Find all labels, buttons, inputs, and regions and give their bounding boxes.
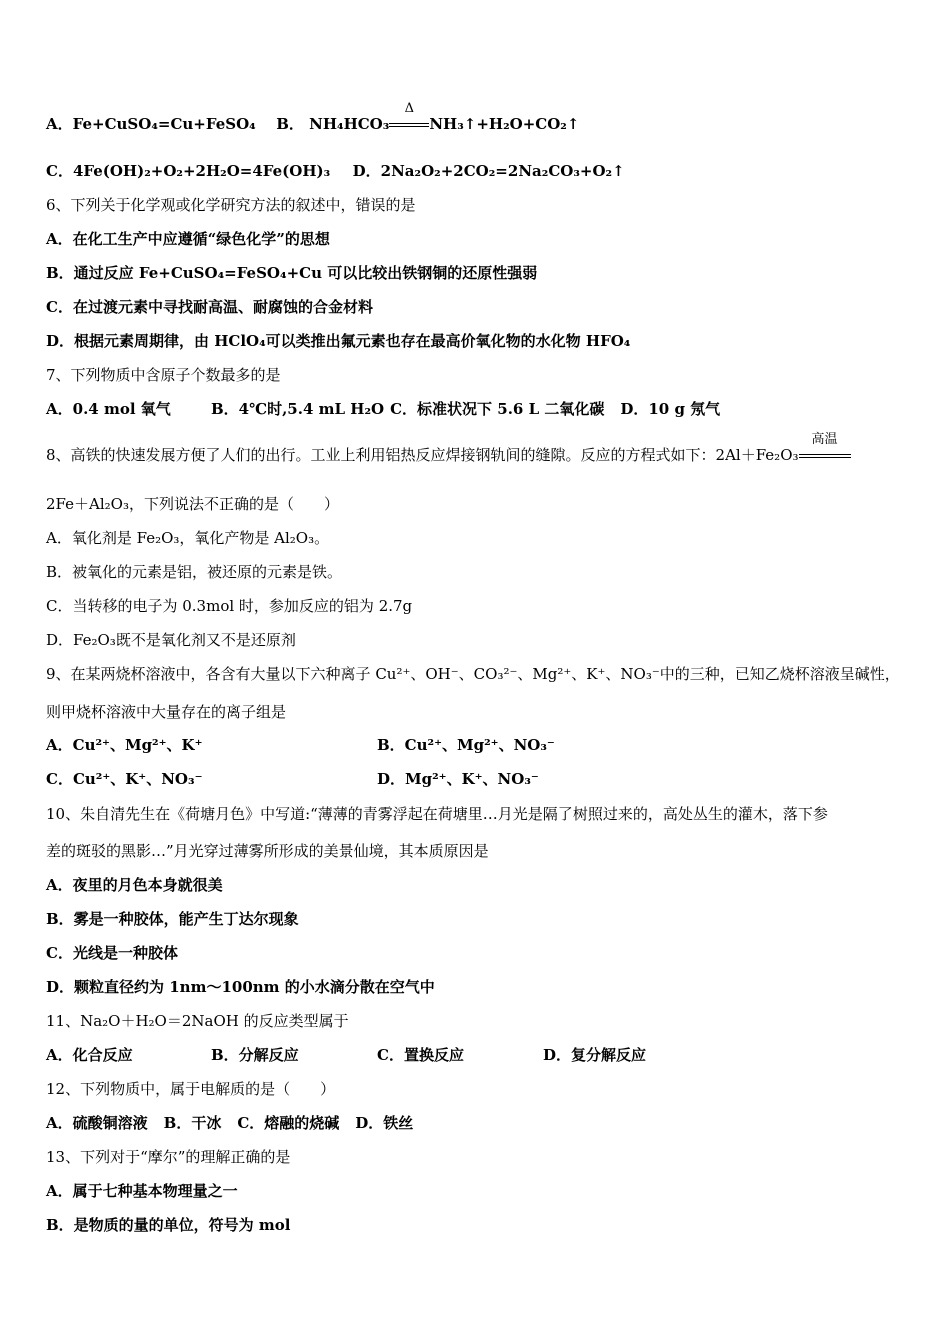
q10-option-a: A．夜里的月色本身就很美: [46, 876, 223, 894]
q12-option-d: D．铁丝: [355, 1114, 414, 1132]
q9-option-a: A．Cu²⁺、Mg²⁺、K⁺: [46, 736, 203, 754]
q5-options-ab: [46, 101, 580, 134]
q8-option-a: A．氧化剂是 Fe₂O₃，氧化产物是 Al₂O₃。: [46, 529, 330, 547]
q9-stem-2: 则甲烧杯溶液中大量存在的离子组是: [46, 703, 287, 721]
q5-option-a: Fe+CuSO₄=Cu+FeSO₄: [72, 115, 256, 133]
q7-options: [46, 399, 720, 419]
q11-option-a: A．化合反应: [46, 1046, 133, 1064]
q8-stem-2: 2Fe＋Al₂O₃，下列说法不正确的是（ ）: [46, 495, 339, 513]
q9-option-b: B．Cu²⁺、Mg²⁺、NO₃⁻: [377, 736, 555, 754]
q11-option-c: C．置换反应: [377, 1046, 464, 1064]
q10-option-c: C．光线是一种胶体: [46, 944, 178, 962]
q12-option-c: C．熔融的烧碱: [237, 1114, 340, 1132]
q10-stem-2: 差的斑驳的黑影…”月光穿过薄雾所形成的美景仙境，其本质原因是: [46, 842, 489, 860]
q5-option-b-label: B．: [276, 115, 304, 133]
q8-option-b: B．被氧化的元素是铝，被还原的元素是铁。: [46, 563, 343, 581]
q12-options: [46, 1113, 413, 1133]
q8-option-c: C．当转移的电子为 0.3mol 时，参加反应的铝为 2.7g: [46, 597, 413, 615]
q7-stem: 7、下列物质中含原子个数最多的是: [46, 366, 281, 384]
q9-option-c: C．Cu²⁺、K⁺、NO₃⁻: [46, 770, 203, 788]
q10-option-d: D．颗粒直径约为 1nm～100nm 的小水滴分散在空气中: [46, 978, 435, 996]
q11-stem: 11、Na₂O＋H₂O＝2NaOH 的反应类型属于: [46, 1012, 349, 1030]
q8-option-d: D．Fe₂O₃既不是氧化剂又不是还原剂: [46, 631, 296, 649]
q5-option-c: 4Fe(OH)₂+O₂+2H₂O=4Fe(OH)₃: [72, 162, 331, 180]
q5-options-cd: [46, 161, 625, 181]
q12-option-b: B．干冰: [163, 1114, 222, 1132]
high-temp-condition: [799, 432, 851, 465]
q8-stem-line1: [46, 432, 851, 465]
q6-option-d: D．根据元素周期律，由 HClO₄可以类推出氟元素也存在最高价氧化物的水化物 HFO₄: [46, 332, 631, 350]
q11-options: [46, 1045, 646, 1065]
q9-options-ab: [46, 735, 555, 755]
q13-stem: 13、下列对于“摩尔”的理解正确的是: [46, 1148, 291, 1166]
q8-stem-1: 8、高铁的快速发展方便了人们的出行。工业上利用铝热反应焊接钢轨间的缝隙。反应的方程式如下：2Al＋Fe₂O₃: [46, 446, 799, 464]
q6-stem: 6、下列关于化学观或化学研究方法的叙述中，错误的是: [46, 196, 416, 214]
q12-option-a: A．硫酸铜溶液: [46, 1114, 148, 1132]
q5-option-c-label: C．: [46, 162, 73, 180]
q9-option-d: D．Mg²⁺、K⁺、NO₃⁻: [377, 770, 539, 788]
q9-stem-1: 9、在某两烧杯溶液中，各含有大量以下六种离子 Cu²⁺、OH⁻、CO₃²⁻、Mg²⁺、K⁺、NO₃⁻中的三种，已知乙烧杯溶液呈碱性，: [46, 665, 900, 683]
q6-option-b: B．通过反应 Fe+CuSO₄=FeSO₄+Cu 可以比较出铁钢铜的还原性强弱: [46, 264, 538, 282]
high-temp-label: 高温: [811, 432, 838, 447]
q10-stem-1: 10、朱自清先生在《荷塘月色》中写道:“薄薄的青雾浮起在荷塘里…月光是隔了树照过来的，高处丛生的灌木，落下参: [46, 805, 828, 823]
heat-symbol: Δ: [404, 101, 414, 116]
q10-option-b: B．雾是一种胶体，能产生丁达尔现象: [46, 910, 299, 928]
q5-option-a-label: A．: [46, 115, 73, 133]
q6-option-c: C．在过渡元素中寻找耐高温、耐腐蚀的合金材料: [46, 298, 373, 316]
q6-option-a: A．在化工生产中应遵循“绿色化学”的思想: [46, 230, 330, 248]
q5-option-b-left: NH₄HCO₃: [309, 115, 390, 133]
q9-options-cd: [46, 769, 539, 789]
q11-option-d: D．复分解反应: [543, 1046, 647, 1064]
q7-option-b: B．4℃时,5.4 mL H₂O: [211, 400, 385, 418]
q7-option-a: A．0.4 mol 氧气: [46, 400, 171, 418]
q7-option-d: D．10 g 氖气: [620, 400, 721, 418]
q5-option-b-right: NH₃↑+H₂O+CO₂↑: [429, 115, 580, 133]
q13-option-b: B．是物质的量的单位，符号为 mol: [46, 1216, 291, 1234]
q5-option-d-label: D．: [352, 162, 381, 180]
q13-option-a: A．属于七种基本物理量之一: [46, 1182, 238, 1200]
heat-condition-arrow: [389, 101, 429, 134]
q12-stem: 12、下列物质中，属于电解质的是（ ）: [46, 1080, 336, 1098]
q5-option-d: 2Na₂O₂+2CO₂=2Na₂CO₃+O₂↑: [380, 162, 625, 180]
q7-option-c: C．标准状况下 5.6 L 二氧化碳: [390, 400, 605, 418]
q11-option-b: B．分解反应: [211, 1046, 299, 1064]
